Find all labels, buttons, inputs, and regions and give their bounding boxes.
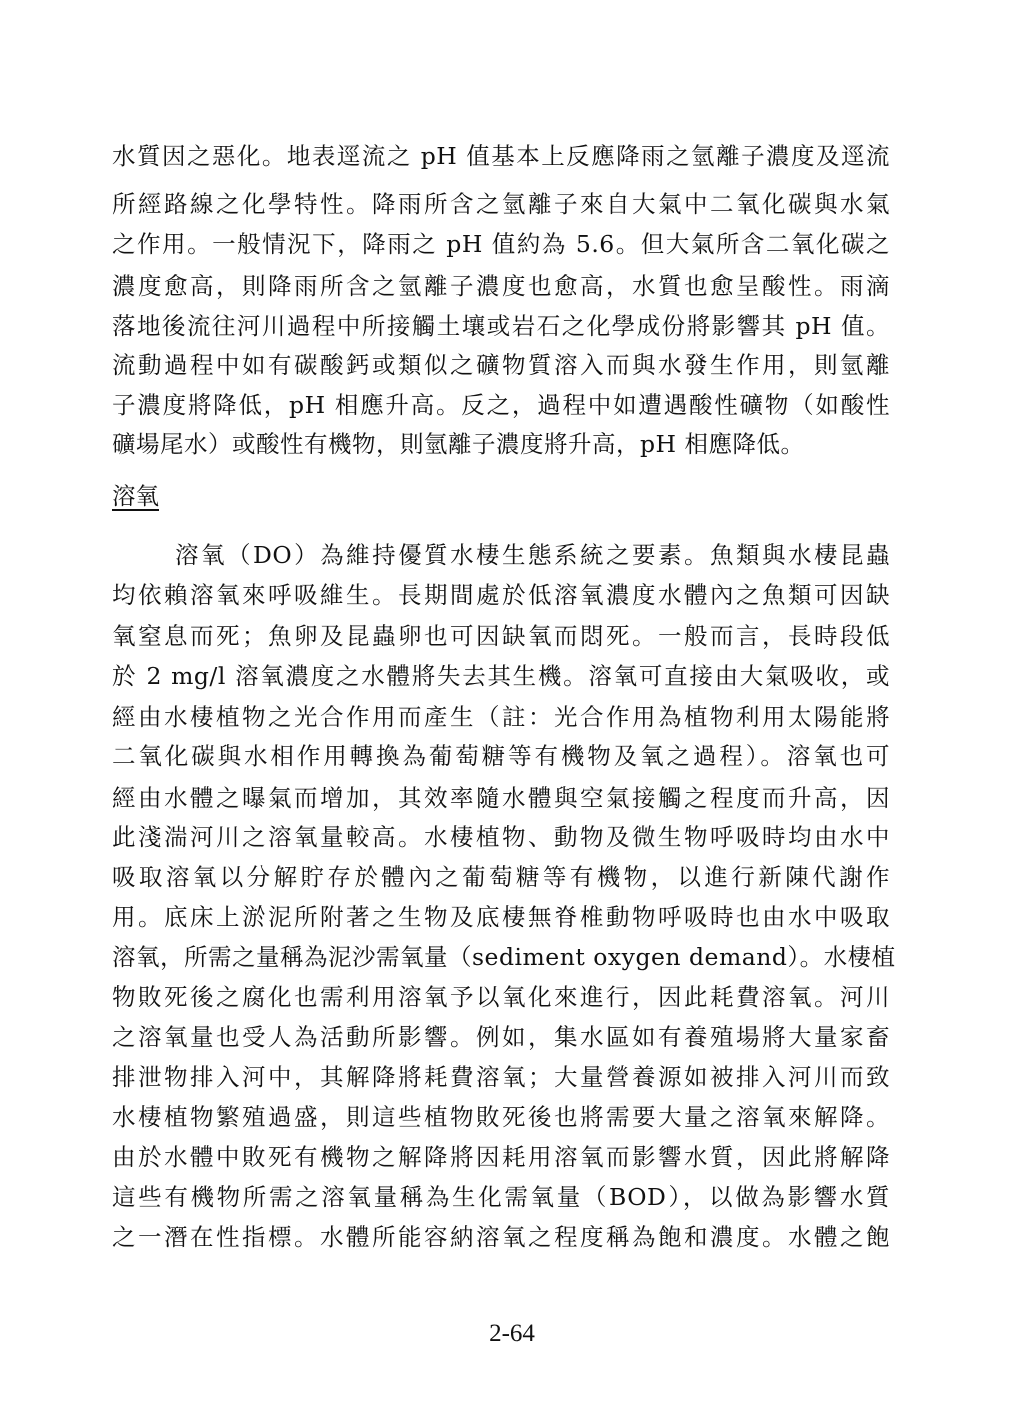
text-line: 溶氧（DO）為維持優質水棲生態系統之要素。魚類與水棲昆蟲 bbox=[175, 541, 890, 569]
text-line: 這些有機物所需之溶氧量稱為生化需氧量（BOD），以做為影響水質 bbox=[112, 1183, 890, 1211]
text-line: 之一潛在性指標。水體所能容納溶氧之程度稱為飽和濃度。水體之飽 bbox=[112, 1223, 890, 1251]
text-line: 所經路線之化學特性。降雨所含之氫離子來自大氣中二氧化碳與水氣 bbox=[112, 190, 890, 218]
text-line: 氧窒息而死；魚卵及昆蟲卵也可因缺氧而悶死。一般而言，長時段低 bbox=[112, 622, 890, 650]
text-line: 之溶氧量也受人為活動所影響。例如，集水區如有養殖場將大量家畜 bbox=[112, 1023, 890, 1051]
text-line: 子濃度將降低，pH 相應升高。反之，過程中如遭遇酸性礦物（如酸性 bbox=[112, 391, 890, 419]
text-line: 經由水棲植物之光合作用而產生（註：光合作用為植物利用太陽能將 bbox=[112, 703, 890, 731]
text-line: 此淺湍河川之溶氧量較高。水棲植物、動物及微生物呼吸時均由水中 bbox=[112, 823, 890, 851]
text-line: 物敗死後之腐化也需利用溶氧予以氧化來進行，因此耗費溶氧。河川 bbox=[112, 983, 890, 1011]
text-line: 經由水體之曝氣而增加，其效率隨水體與空氣接觸之程度而升高，因 bbox=[112, 784, 890, 812]
page-number: 2-64 bbox=[489, 1320, 535, 1347]
text-line: 均依賴溶氧來呼吸維生。長期間處於低溶氧濃度水體內之魚類可因缺 bbox=[112, 581, 890, 609]
text-line: 排泄物排入河中，其解降將耗費溶氧；大量營養源如被排入河川而致 bbox=[112, 1063, 890, 1091]
text-line: 流動過程中如有碳酸鈣或類似之礦物質溶入而與水發生作用，則氫離 bbox=[112, 351, 890, 379]
text-line: 於 2 mg/l 溶氧濃度之水體將失去其生機。溶氧可直接由大氣吸收，或 bbox=[112, 662, 890, 690]
text-line: 水質因之惡化。地表逕流之 pH 值基本上反應降雨之氫離子濃度及逕流 bbox=[112, 142, 890, 170]
text-line: 用。底床上淤泥所附著之生物及底棲無脊椎動物呼吸時也由水中吸取 bbox=[112, 903, 890, 931]
text-line: 之作用。一般情況下，降雨之 pH 值約為 5.6。但大氣所含二氧化碳之 bbox=[112, 230, 890, 258]
text-line: 由於水體中敗死有機物之解降將因耗用溶氧而影響水質，因此將解降 bbox=[112, 1143, 890, 1171]
text-line: 礦場尾水）或酸性有機物，則氫離子濃度將升高，pH 相應降低。 bbox=[112, 430, 805, 458]
text-line: 吸取溶氧以分解貯存於體內之葡萄糖等有機物，以進行新陳代謝作 bbox=[112, 863, 890, 891]
text-line: 濃度愈高，則降雨所含之氫離子濃度也愈高，水質也愈呈酸性。雨滴 bbox=[112, 272, 890, 300]
text-line: 二氧化碳與水相作用轉換為葡萄糖等有機物及氧之過程）。溶氧也可 bbox=[112, 742, 890, 770]
section-heading: 溶氧 bbox=[112, 482, 159, 510]
text-line: 落地後流往河川過程中所接觸土壤或岩石之化學成份將影響其 pH 值。 bbox=[112, 312, 890, 340]
text-line: 水棲植物繁殖過盛，則這些植物敗死後也將需要大量之溶氧來解降。 bbox=[112, 1103, 890, 1131]
text-line: 溶氧，所需之量稱為泥沙需氧量（sediment oxygen demand）。水棲植 bbox=[112, 943, 896, 971]
